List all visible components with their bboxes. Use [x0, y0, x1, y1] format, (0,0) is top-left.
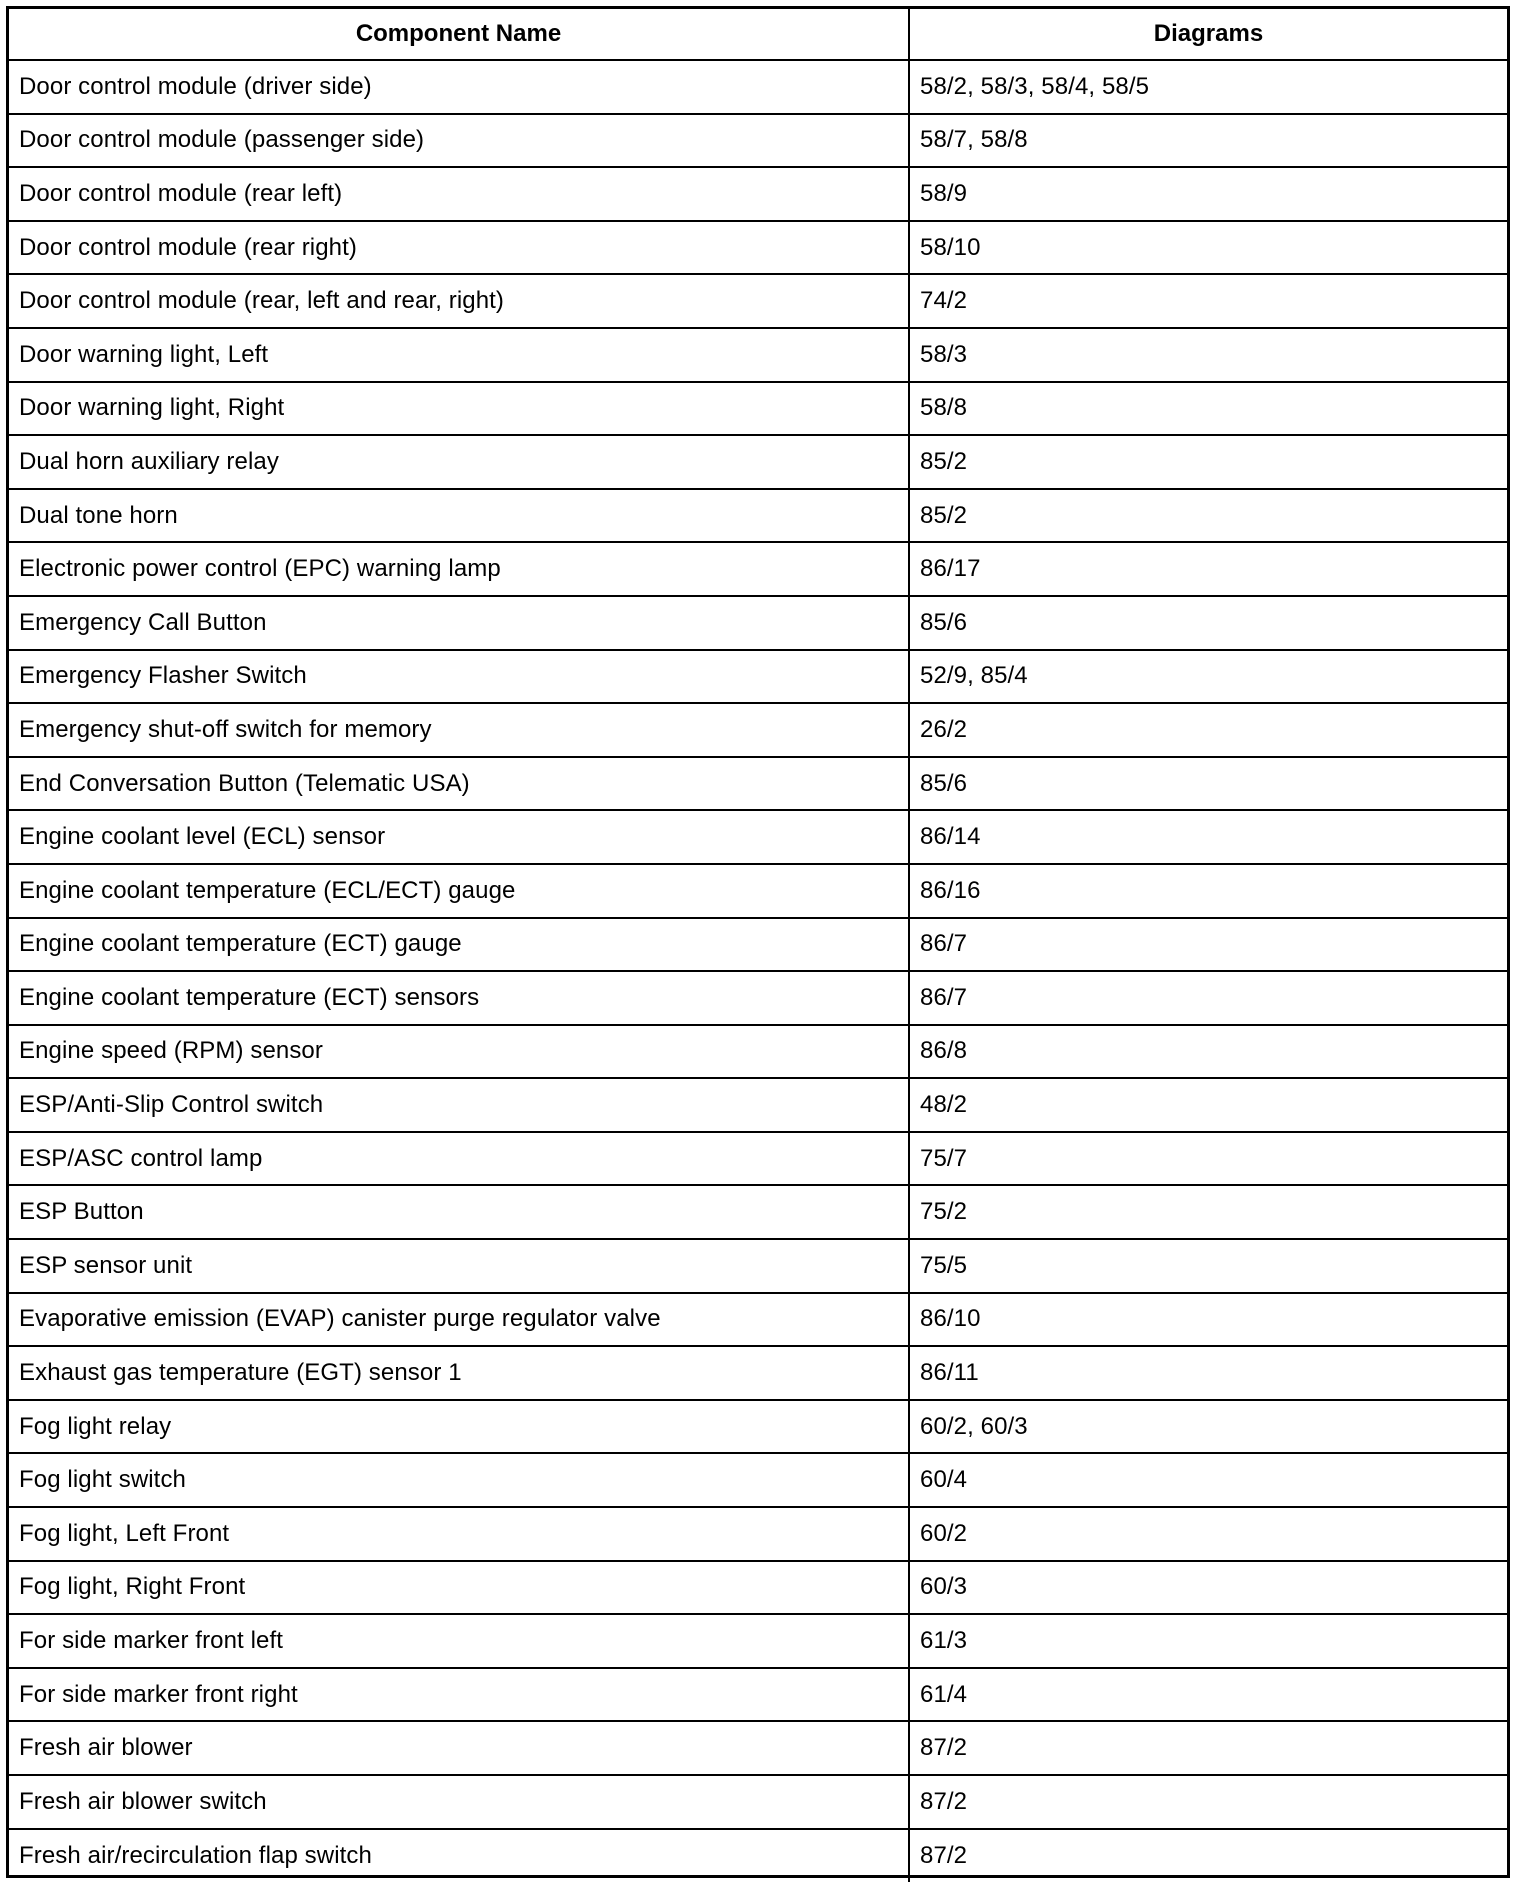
component-name-cell: Emergency shut-off switch for memory	[9, 703, 909, 757]
component-name-cell: ESP sensor unit	[9, 1239, 909, 1293]
table-row	[9, 221, 1507, 275]
component-name-cell: Door control module (rear left)	[9, 167, 909, 221]
diagrams-cell: 58/9	[909, 167, 1507, 221]
component-name-cell: Fresh air blower switch	[9, 1775, 909, 1829]
diagrams-cell: 58/7, 58/8	[909, 114, 1507, 168]
diagrams-cell: 60/4	[909, 1453, 1507, 1507]
table-row	[9, 1239, 1507, 1293]
table-row	[9, 1721, 1507, 1775]
diagrams-cell: 61/4	[909, 1668, 1507, 1722]
component-name-cell: Engine coolant level (ECL) sensor	[9, 810, 909, 864]
table-row	[9, 971, 1507, 1025]
table-row	[9, 650, 1507, 704]
diagrams-cell: 75/5	[909, 1239, 1507, 1293]
diagrams-cell: 86/7	[909, 971, 1507, 1025]
table-row	[9, 1507, 1507, 1561]
diagrams-cell: 60/2	[909, 1507, 1507, 1561]
table-row	[9, 703, 1507, 757]
diagrams-cell: 86/10	[909, 1293, 1507, 1347]
table-row	[9, 1614, 1507, 1668]
table-row	[9, 1185, 1507, 1239]
table-row	[9, 1078, 1507, 1132]
diagrams-cell: 26/2	[909, 703, 1507, 757]
table-row	[9, 274, 1507, 328]
table-row	[9, 1453, 1507, 1507]
diagrams-cell: 74/2	[909, 274, 1507, 328]
table-row	[9, 328, 1507, 382]
table-row	[9, 1775, 1507, 1829]
table-row	[9, 757, 1507, 811]
component-name-cell: Exhaust gas temperature (EGT) sensor 1	[9, 1346, 909, 1400]
component-name-cell: End Conversation Button (Telematic USA)	[9, 757, 909, 811]
diagrams-cell: 86/8	[909, 1025, 1507, 1079]
diagrams-cell: 52/9, 85/4	[909, 650, 1507, 704]
component-name-cell: Fog light relay	[9, 1400, 909, 1454]
component-name-cell: Door control module (rear right)	[9, 221, 909, 275]
table-row	[9, 1025, 1507, 1079]
diagrams-cell: 61/3	[909, 1614, 1507, 1668]
diagrams-cell: 85/2	[909, 435, 1507, 489]
component-name-cell: Emergency Call Button	[9, 596, 909, 650]
diagrams-cell: 87/2	[909, 1829, 1507, 1883]
component-name-cell: Door warning light, Right	[9, 382, 909, 436]
component-name-cell: Door control module (passenger side)	[9, 114, 909, 168]
table-row	[9, 382, 1507, 436]
diagrams-cell: 48/2	[909, 1078, 1507, 1132]
component-name-cell: Fog light switch	[9, 1453, 909, 1507]
component-name-cell: For side marker front right	[9, 1668, 909, 1722]
table-row	[9, 596, 1507, 650]
component-name-cell: Engine coolant temperature (ECT) gauge	[9, 918, 909, 972]
diagrams-cell: 75/2	[909, 1185, 1507, 1239]
table-row	[9, 542, 1507, 596]
diagrams-cell: 58/3	[909, 328, 1507, 382]
component-name-cell: Engine coolant temperature (ECT) sensors	[9, 971, 909, 1025]
diagrams-cell: 86/7	[909, 918, 1507, 972]
diagrams-cell: 60/3	[909, 1561, 1507, 1615]
component-name-cell: Door warning light, Left	[9, 328, 909, 382]
table-row	[9, 489, 1507, 543]
component-name-cell: Electronic power control (EPC) warning lamp	[9, 542, 909, 596]
component-name-cell: Engine speed (RPM) sensor	[9, 1025, 909, 1079]
diagrams-cell: 86/17	[909, 542, 1507, 596]
component-name-cell: ESP/ASC control lamp	[9, 1132, 909, 1186]
table-row	[9, 60, 1507, 114]
component-name-cell: Evaporative emission (EVAP) canister purge regulator valve	[9, 1293, 909, 1347]
component-name-cell: Dual horn auxiliary relay	[9, 435, 909, 489]
diagrams-cell: 85/6	[909, 596, 1507, 650]
component-diagram-table	[9, 9, 1507, 1882]
diagrams-cell: 86/14	[909, 810, 1507, 864]
diagrams-cell: 58/10	[909, 221, 1507, 275]
table-row	[9, 167, 1507, 221]
column-header-diagrams: Diagrams	[909, 9, 1507, 60]
column-header-component-name: Component Name	[9, 9, 909, 60]
component-name-cell: ESP/Anti-Slip Control switch	[9, 1078, 909, 1132]
diagrams-cell: 60/2, 60/3	[909, 1400, 1507, 1454]
component-name-cell: Fresh air/recirculation flap switch	[9, 1829, 909, 1883]
component-name-cell: Door control module (driver side)	[9, 60, 909, 114]
component-name-cell: Dual tone horn	[9, 489, 909, 543]
diagrams-cell: 86/11	[909, 1346, 1507, 1400]
table-row	[9, 1293, 1507, 1347]
component-table	[6, 6, 1510, 1878]
diagrams-cell: 58/8	[909, 382, 1507, 436]
table-row	[9, 1400, 1507, 1454]
component-name-cell: Emergency Flasher Switch	[9, 650, 909, 704]
diagrams-cell: 85/2	[909, 489, 1507, 543]
component-name-cell: Fresh air blower	[9, 1721, 909, 1775]
table-row	[9, 918, 1507, 972]
table-row	[9, 1668, 1507, 1722]
table-row	[9, 114, 1507, 168]
table-row	[9, 810, 1507, 864]
component-name-cell: Engine coolant temperature (ECL/ECT) gauge	[9, 864, 909, 918]
diagrams-cell: 87/2	[909, 1775, 1507, 1829]
diagrams-cell: 75/7	[909, 1132, 1507, 1186]
table-row	[9, 1346, 1507, 1400]
diagrams-cell: 87/2	[909, 1721, 1507, 1775]
component-name-cell: ESP Button	[9, 1185, 909, 1239]
diagrams-cell: 86/16	[909, 864, 1507, 918]
diagrams-cell: 58/2, 58/3, 58/4, 58/5	[909, 60, 1507, 114]
table-row	[9, 435, 1507, 489]
table-row	[9, 1561, 1507, 1615]
table-row	[9, 864, 1507, 918]
table-row	[9, 1132, 1507, 1186]
component-name-cell: Fog light, Right Front	[9, 1561, 909, 1615]
component-name-cell: For side marker front left	[9, 1614, 909, 1668]
component-name-cell: Door control module (rear, left and rear, right)	[9, 274, 909, 328]
diagrams-cell: 85/6	[909, 757, 1507, 811]
table-row	[9, 1829, 1507, 1883]
table-header-row	[9, 9, 1507, 60]
component-name-cell: Fog light, Left Front	[9, 1507, 909, 1561]
